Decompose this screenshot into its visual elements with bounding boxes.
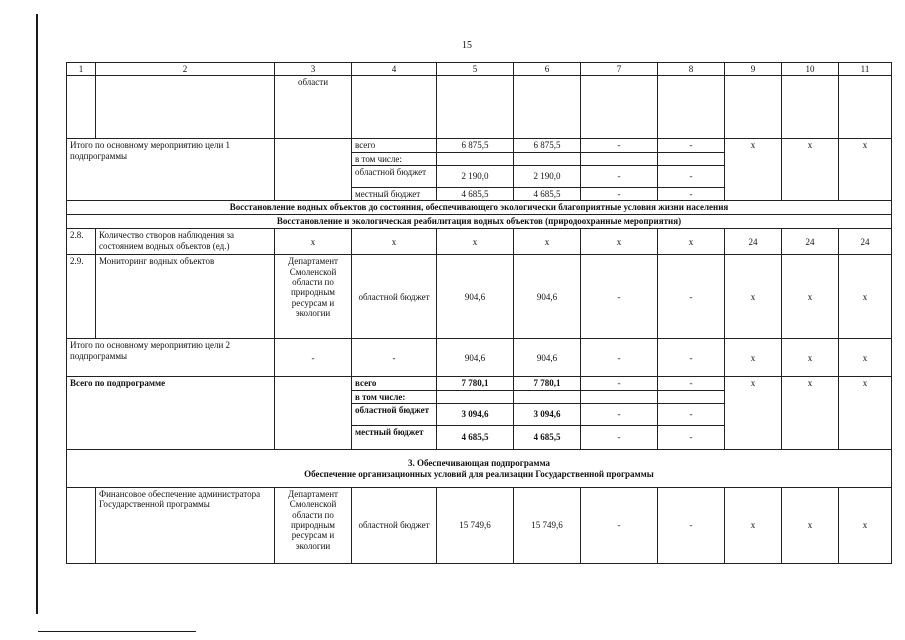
table-row: местный бюджет 4 685,5 4 685,5 - - <box>67 188 892 201</box>
table-row: Итого по основному мероприятию цели 2 подпрограммы - - 904,6 904,6 - - х х х <box>67 339 892 377</box>
table-row: областной бюджет 2 190,0 2 190,0 - - <box>67 166 892 188</box>
section-row <box>67 450 892 488</box>
table-row: Финансовое обеспечение администратора Государственной программы Департамент Смоленской области по природным ресурсам и экологии областной бюджет 15 749,6 15 749,6 - - х х х <box>67 488 892 564</box>
section-sub3-title: 3. Обеспечивающая подпрограмма <box>407 458 551 469</box>
col-num-9: 9 <box>725 63 782 76</box>
executor-cell: Департамент Смоленской области по природным ресурсам и экологии <box>275 255 352 339</box>
total-goal1-label: Итого по основному мероприятию цели 1 подпрограммы <box>67 139 275 201</box>
table-row: местный бюджет 4 685,5 4 685,5 - - <box>67 426 892 450</box>
table-row: в том числе: <box>67 152 892 165</box>
total-goal2-label: Итого по основному мероприятию цели 2 подпрограммы <box>67 339 275 377</box>
col-num-1: 1 <box>67 63 96 76</box>
total-sub-label: Всего по подпрограмме <box>67 377 275 450</box>
section-task-heading: Восстановление и экологическая реабилитация водных объектов (природоохранные мероприятия) <box>67 215 892 229</box>
table-row: Всего по подпрограмме всего 7 780,1 7 780,1 - - х х х <box>67 377 892 390</box>
table-row: в том числе: <box>67 390 892 403</box>
section-sub3-subtitle: Обеспечение организационных условий для реализации Государственной программы <box>304 468 654 479</box>
header-number-row <box>67 63 892 76</box>
col-num-7: 7 <box>581 63 658 76</box>
col-num-5: 5 <box>437 63 514 76</box>
col-num-8: 8 <box>658 63 725 76</box>
footnote-rule <box>38 631 196 632</box>
left-margin-rule <box>36 14 38 614</box>
table-row: 2.8. Количество створов наблюдения за состоянием водных объектов (ед.) х х х х х х 24 24 24 <box>67 229 892 255</box>
col-num-6: 6 <box>514 63 581 76</box>
col-num-11: 11 <box>839 63 892 76</box>
table-row: областной бюджет 3 094,6 3 094,6 - - <box>67 404 892 426</box>
col-num-10: 10 <box>782 63 839 76</box>
col-num-4: 4 <box>352 63 437 76</box>
table-row <box>67 76 892 139</box>
section-row <box>67 201 892 215</box>
col-num-3: 3 <box>275 63 352 76</box>
budget-table <box>66 62 892 564</box>
executor-cell: Департамент Смоленской области по природным ресурсам и экологии <box>275 488 352 564</box>
col-num-2: 2 <box>96 63 275 76</box>
executor-cell: области <box>275 76 352 139</box>
section-row <box>67 215 892 229</box>
section-sub3-heading <box>67 450 892 488</box>
section-goal2-heading: Восстановление водных объектов до состояния, обеспечивающего экологически благоприятные условия жизни населения <box>67 201 892 215</box>
page-number: 15 <box>462 40 472 51</box>
table-row: 2.9. Мониторинг водных объектов Департамент Смоленской области по природным ресурсам и экологии областной бюджет 904,6 904,6 - - х х х <box>67 255 892 339</box>
table-row: Итого по основному мероприятию цели 1 подпрограммы всего 6 875,5 6 875,5 - - х х х <box>67 139 892 152</box>
